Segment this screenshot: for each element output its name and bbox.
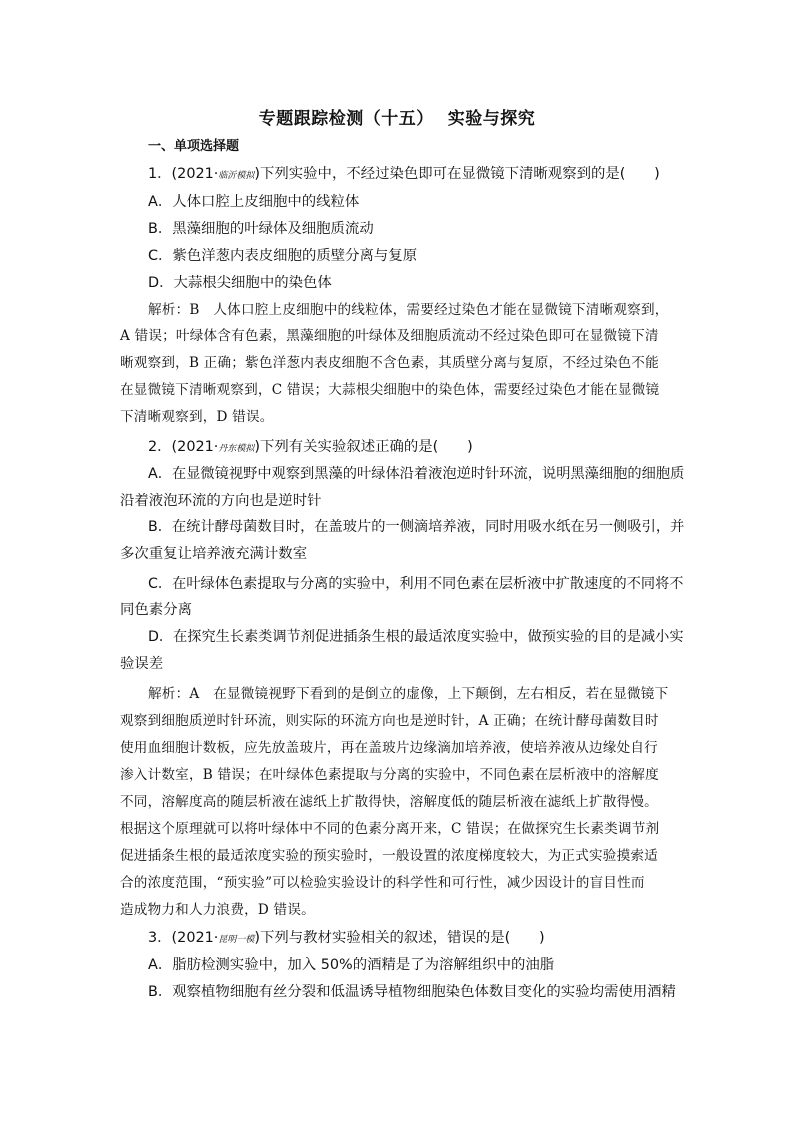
question-1-option-b: B．黑藻细胞的叶绿体及细胞质流动 — [148, 221, 374, 237]
question-2-option-d-cont: 验误差 — [120, 656, 164, 672]
question-1-option-d: D．大蒜根尖细胞中的染色体 — [148, 275, 332, 291]
question-1-explanation-line: 在显微镜下清晰观察到，C 错误；大蒜根尖细胞中的染色体，需要经过染色才能在显微镜 — [120, 382, 660, 398]
question-1-explanation-line: A 错误；叶绿体含有色素，黑藻细胞的叶绿体及细胞质流动不经过染色即可在显微镜下清 — [120, 328, 659, 344]
question-3-stem: 3．(2021·昆明一模)下列与教材实验相关的叙述，错误的是( ) — [148, 930, 545, 946]
question-2-explanation-line: 造成物力和人力浪费，D 错误。 — [120, 902, 315, 918]
section-heading: 一、单项选择题 — [148, 139, 240, 154]
question-2-explanation-line: 促进插条生根的最适浓度实验的预实验时，一般设置的浓度梯度较大，为正式实验摸索适 — [120, 848, 658, 864]
question-3-source: 昆明一模 — [218, 935, 255, 945]
title-sub: 实验与探究 — [447, 109, 536, 129]
question-2-explanation-line: 不同，溶解度高的随层析液在滤纸上扩散得快，溶解度低的随层析液在滤纸上扩散得慢。 — [120, 794, 658, 810]
question-1-source: 临沂模拟 — [218, 171, 255, 181]
question-2-explanation-line: 合的浓度范围，“预实验”可以检验实验设计的科学性和可行性，减少因设计的盲目性而 — [120, 875, 645, 891]
page-title — [0, 104, 794, 129]
question-1-stem: 1．(2021·临沂模拟)下列实验中，不经过染色即可在显微镜下清晰观察到的是( ) — [148, 166, 660, 182]
question-2-explanation-line: 使用血细胞计数板，应先放盖玻片，再在盖玻片边缘滴加培养液，使培养液从边缘处自行 — [120, 740, 658, 756]
question-1-explanation-line: 晰观察到，B 正确；紫色洋葱内表皮细胞不含色素，其质壁分离与复原，不经过染色不能 — [120, 355, 659, 371]
question-3-option-b: B．观察植物细胞有丝分裂和低温诱导植物细胞染色体数目变化的实验均需使用酒精 — [148, 984, 676, 1000]
question-1-explanation-line: 下清晰观察到，D 错误。 — [120, 409, 274, 425]
question-1-option-c: C．紫色洋葱内表皮细胞的质壁分离与复原 — [148, 248, 418, 264]
question-1-option-a: A．人体口腔上皮细胞中的线粒体 — [148, 194, 360, 210]
question-2-explanation-line: 根据这个原理就可以将叶绿体中不同的色素分离开来，C 错误；在做探究生长素类调节剂 — [120, 821, 660, 837]
question-2-explanation-line: 观察到细胞质逆时针环流，则实际的环流方向也是逆时针，A 正确；在统计酵母菌数目时 — [120, 713, 659, 729]
question-2-option-c: C．在叶绿体色素提取与分离的实验中，利用不同色素在层析液中扩散速度的不同将不 — [148, 576, 684, 592]
question-1-explanation-line: 解析：B 人体口腔上皮细胞中的线粒体，需要经过染色才能在显微镜下清晰观察到， — [148, 302, 669, 318]
question-2-explanation-line: 渗入计数室，B 错误；在叶绿体色素提取与分离的实验中，不同色素在层析液中的溶解度 — [120, 767, 659, 783]
question-2-option-a-cont: 沿着液泡环流的方向也是逆时针 — [120, 493, 322, 509]
question-2-option-b-cont: 多次重复让培养液充满计数室 — [120, 546, 308, 562]
question-2-source: 丹东模拟 — [218, 444, 255, 454]
question-2-explanation-line: 解析：A 在显微镜视野下看到的是倒立的虚像，上下颠倒，左右相反，若在显微镜下 — [148, 686, 669, 702]
title-main: 专题跟踪检测（十五） — [258, 109, 434, 129]
question-3-option-a: A．脂肪检测实验中，加入 50%的酒精是了为溶解组织中的油脂 — [148, 957, 555, 973]
question-2-option-b: B．在统计酵母菌数目时，在盖玻片的一侧滴培养液，同时用吸水纸在另一侧吸引，并 — [148, 519, 685, 535]
question-2-stem: 2．(2021·丹东模拟)下列有关实验叙述正确的是( ) — [148, 439, 473, 455]
question-2-option-d: D．在探究生长素类调节剂促进插条生根的最适浓度实验中，做预实验的目的是减小实 — [148, 629, 684, 645]
question-2-option-c-cont: 同色素分离 — [120, 602, 192, 618]
question-2-option-a: A．在显微镜视野中观察到黑藻的叶绿体沿着液泡逆时针环流，说明黑藻细胞的细胞质 — [148, 466, 685, 482]
